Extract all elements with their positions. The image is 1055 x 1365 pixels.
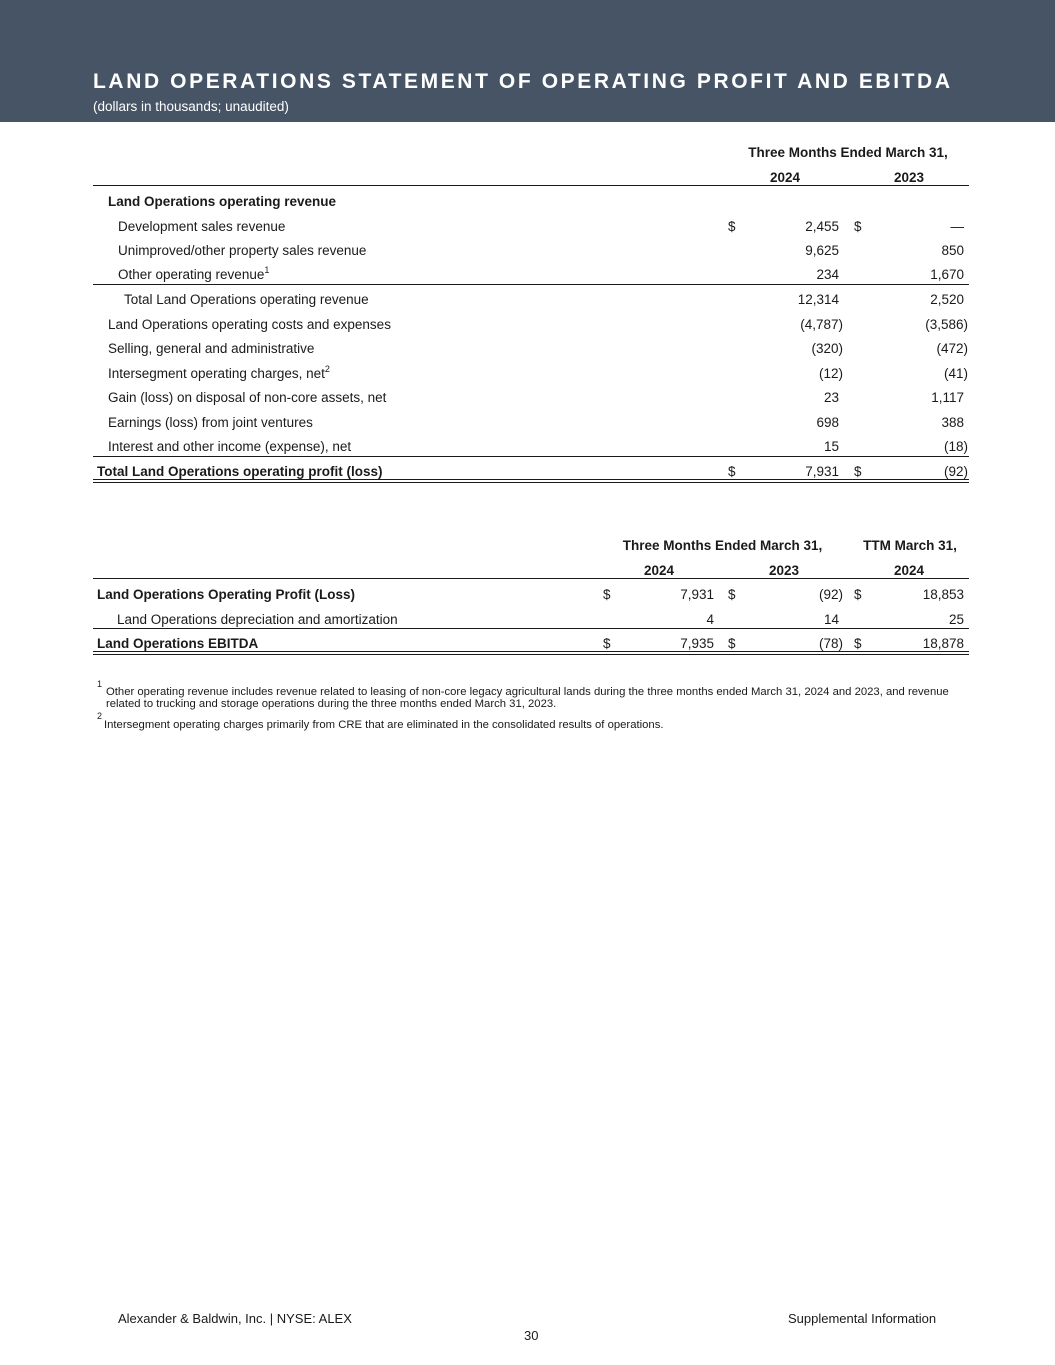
currency-symbol: $	[728, 464, 736, 479]
currency-symbol: $	[603, 636, 611, 651]
value-2024: 4	[706, 612, 714, 627]
column-header-ttm-2024: 2024	[893, 563, 925, 578]
footer-section: Supplemental Information	[788, 1311, 937, 1326]
value-2024: 7,931	[680, 587, 714, 602]
value-2023: (3,586)	[925, 317, 968, 332]
column-header-2024: 2024	[769, 170, 801, 185]
column-header-2024: 2024	[643, 563, 675, 578]
header-rule	[93, 185, 969, 186]
row-label: Land Operations operating costs and expenses	[108, 317, 391, 332]
section-label: Land Operations operating revenue	[108, 194, 337, 209]
page-title: LAND OPERATIONS STATEMENT OF OPERATING PROFIT AND EBITDA	[93, 70, 953, 93]
value-2024: 12,314	[797, 292, 839, 307]
total-label: Total Land Operations operating profit (loss)	[97, 464, 383, 479]
value-2024: (12)	[818, 366, 843, 381]
total-double-rule	[93, 479, 969, 483]
value-2023: 1,670	[930, 267, 964, 282]
row-label: Land Operations EBITDA	[97, 636, 259, 651]
currency-symbol: $	[728, 587, 736, 602]
footnote-text: Other operating revenue includes revenue related to leasing of non-core legacy agricultural lands during the three months ended March 31, 2024 and 2023, and revenue related to trucking and storage operations during the three months ended March 31, 2023.	[106, 686, 949, 710]
footnote-number: 1	[97, 679, 103, 690]
value-2024: (320)	[811, 341, 843, 356]
row-label: Development sales revenue	[118, 219, 286, 234]
value-2024: 2,455	[805, 219, 839, 234]
row-label: Selling, general and administrative	[108, 341, 315, 356]
footnote-text: Intersegment operating charges primarily from CRE that are eliminated in the consolidated results of operations.	[104, 719, 664, 731]
row-label: Other operating revenue$^1$	[118, 264, 270, 282]
row-label: Land Operations depreciation and amortization	[117, 612, 398, 627]
currency-symbol: $	[728, 636, 736, 651]
subtotal-rule	[93, 284, 969, 285]
row-label: Total Land Operations operating revenue	[124, 292, 369, 307]
value-ttm-2024: 25	[948, 612, 964, 627]
value-2023: (18)	[943, 439, 968, 454]
row-label: Gain (loss) on disposal of non-core assets, net	[108, 390, 387, 405]
value-2023: (92)	[818, 587, 843, 602]
header-banner	[0, 0, 1055, 122]
value-2024: 23	[823, 390, 839, 405]
value-2023: (472)	[936, 341, 968, 356]
value-2024: 9,625	[805, 243, 839, 258]
value-2023: 1,117	[931, 390, 964, 405]
footnote-marker: 2	[324, 363, 330, 374]
currency-symbol: $	[854, 587, 862, 602]
value-2023: 388	[941, 415, 964, 430]
page-number: 30	[524, 1328, 539, 1343]
value-ttm-2024: 18,853	[922, 587, 964, 602]
header-rule	[93, 578, 969, 579]
value-2024: (4,787)	[800, 317, 843, 332]
value-2023: 850	[941, 243, 964, 258]
value-2023: 2,520	[930, 292, 964, 307]
period-header: Three Months Ended March 31,	[622, 538, 823, 553]
value-ttm-2024: 18,878	[922, 636, 964, 651]
value-2024: 234	[816, 267, 839, 282]
row-label: Intersegment operating charges, net$^2$	[108, 363, 330, 381]
currency-symbol: $	[728, 219, 736, 234]
currency-symbol: $	[854, 636, 862, 651]
total-top-rule	[93, 628, 969, 629]
row-label: Unimproved/other property sales revenue	[118, 243, 367, 258]
total-top-rule	[93, 456, 969, 457]
value-2023: 14	[823, 612, 839, 627]
footnote-number: 2	[97, 711, 103, 722]
value-2024: 698	[816, 415, 839, 430]
total-double-rule	[93, 651, 969, 655]
page-subtitle: (dollars in thousands; unaudited)	[93, 99, 289, 114]
value-2023: (41)	[943, 366, 968, 381]
value-2024: 7,935	[680, 636, 714, 651]
row-label: Earnings (loss) from joint ventures	[108, 415, 313, 430]
currency-symbol: $	[854, 464, 862, 479]
value-2023: (78)	[818, 636, 843, 651]
value-2023: —	[950, 219, 964, 234]
ttm-header: TTM March 31,	[863, 538, 957, 553]
value-2024: 15	[823, 439, 839, 454]
total-value-2023: (92)	[943, 464, 968, 479]
row-label: Land Operations Operating Profit (Loss)	[97, 587, 356, 602]
row-label: Interest and other income (expense), net	[108, 439, 352, 454]
period-header: Three Months Ended March 31,	[748, 145, 948, 160]
column-header-2023: 2023	[768, 563, 800, 578]
currency-symbol: $	[603, 587, 611, 602]
column-header-2023: 2023	[893, 170, 925, 185]
footnote-marker: 1	[264, 264, 270, 275]
footer-company: Alexander & Baldwin, Inc. | NYSE: ALEX	[118, 1311, 352, 1326]
total-value-2024: 7,931	[805, 464, 839, 479]
currency-symbol: $	[854, 219, 862, 234]
